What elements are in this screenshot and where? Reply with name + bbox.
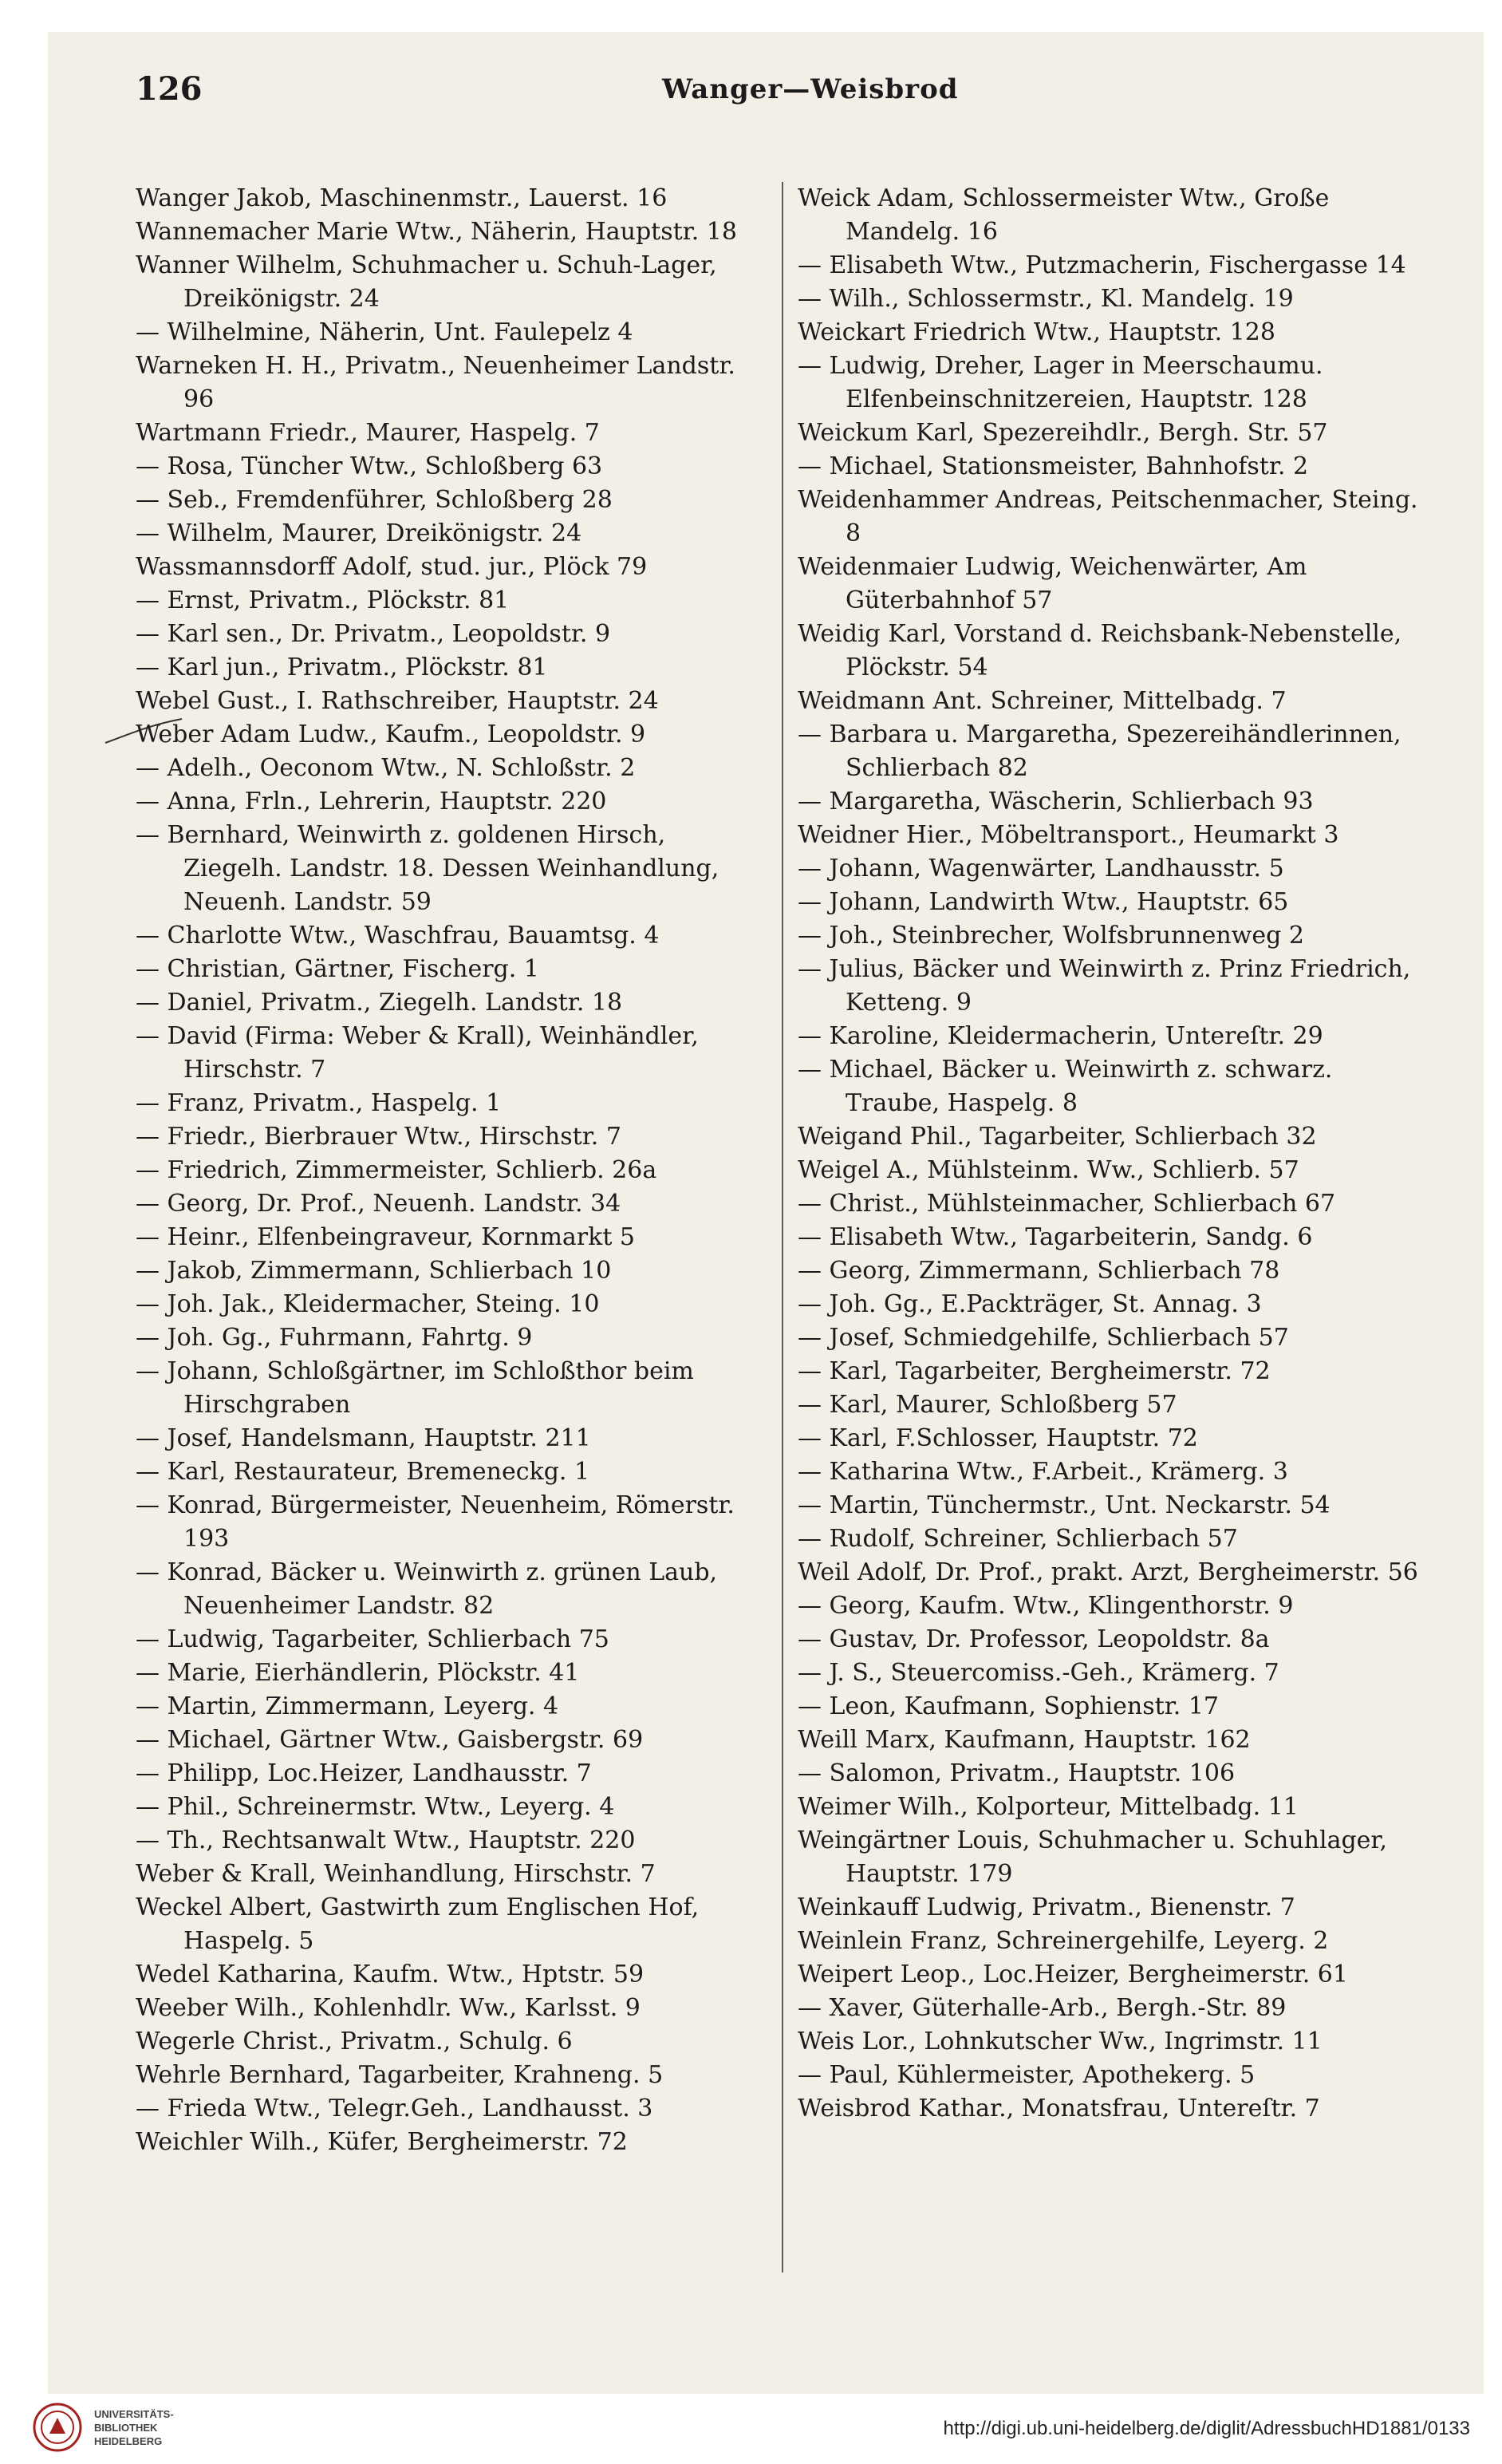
directory-entry: — Charlotte Wtw., Waschfrau, Bauamtsg. 4 [136, 922, 660, 950]
directory-entry: — Karl, Restaurateur, Bremeneckg. 1 [136, 1458, 590, 1486]
directory-entry: Wedel Katharina, Kaufm. Wtw., Hptstr. 59 [136, 1961, 645, 1988]
directory-entry: — Leon, Kaufmann, Sophienstr. 17 [798, 1692, 1219, 1720]
directory-entry: — Christian, Gärtner, Fischerg. 1 [136, 955, 539, 983]
page-header [136, 70, 1368, 126]
directory-entry: — Josef, Handelsmann, Hauptstr. 211 [136, 1424, 591, 1452]
directory-entry: — Joh. Gg., Fuhrmann, Fahrtg. 9 [136, 1324, 533, 1352]
library-name-line: HEIDELBERG [94, 2434, 163, 2447]
directory-entry: — Wilh., Schlossermstr., Kl. Mandelg. 19 [798, 285, 1294, 313]
directory-entry: Wanner Wilhelm, Schuhmacher u. Schuh-Lager, Dreikönigstr. 24 [136, 251, 725, 313]
directory-entry: — Johann, Schloßgärtner, im Schloßthor beim Hirschgraben [136, 1357, 702, 1419]
directory-entry: — Katharina Wtw., F.Arbeit., Krämerg. 3 [798, 1458, 1288, 1486]
directory-entry: — Karl, Maurer, Schloßberg 57 [798, 1391, 1177, 1419]
directory-entry: — Friedr., Bierbrauer Wtw., Hirschstr. 7 [136, 1123, 621, 1151]
directory-entry: — Karl jun., Privatm., Plöckstr. 81 [136, 654, 548, 681]
directory-entry: — Ludwig, Tagarbeiter, Schlierbach 75 [136, 1625, 609, 1653]
directory-entry: Weipert Leop., Loc.Heizer, Bergheimerstr. 61 [798, 1961, 1348, 1988]
directory-entry: — Wilhelmine, Näherin, Unt. Faulepelz 4 [136, 318, 633, 346]
directory-entry: Warneken H. H., Privatm., Neuenheimer Landstr. 96 [136, 352, 743, 413]
directory-entry: — Ludwig, Dreher, Lager in Meerschaumu. Elfenbeinschnitzereien, Hauptstr. 128 [798, 352, 1331, 413]
directory-entry: — Seb., Fremdenführer, Schloßberg 28 [136, 486, 613, 514]
directory-entry: Weidig Karl, Vorstand d. Reichsbank-Nebenstelle, Plöckstr. 54 [798, 620, 1409, 681]
directory-entry: — Adelh., Oeconom Wtw., N. Schloßstr. 2 [136, 754, 636, 782]
directory-entry: Weigel A., Mühlsteinm. Ww., Schlierb. 57 [798, 1156, 1299, 1184]
directory-entry: — Th., Rechtsanwalt Wtw., Hauptstr. 220 [136, 1826, 636, 1854]
directory-entry: — Georg, Dr. Prof., Neuenh. Landstr. 34 [136, 1190, 621, 1218]
directory-entry: — David (Firma: Weber & Krall), Weinhändler, Hirschstr. 7 [136, 1022, 707, 1084]
directory-entry: — Anna, Frln., Lehrerin, Hauptstr. 220 [136, 788, 607, 815]
directory-entry: — Konrad, Bäcker u. Weinwirth z. grünen Laub, Neuenheimer Landstr. 82 [136, 1558, 725, 1620]
directory-entry: — Paul, Kühlermeister, Apothekerg. 5 [798, 2061, 1256, 2089]
running-title: Wanger—Weisbrod [662, 73, 959, 105]
right-column [798, 182, 1424, 2126]
directory-entry: — Christ., Mühlsteinmacher, Schlierbach 67 [798, 1190, 1336, 1218]
directory-entry: Weber Adam Ludw., Kaufm., Leopoldstr. 9 [136, 721, 646, 748]
directory-entry: — Margaretha, Wäscherin, Schlierbach 93 [798, 788, 1314, 815]
directory-entry: Weeber Wilh., Kohlenhdlr. Ww., Karlsst. 9 [136, 1994, 641, 2022]
directory-entry: — Joh. Jak., Kleidermacher, Steing. 10 [136, 1290, 600, 1318]
directory-entry: Weichler Wilh., Küfer, Bergheimerstr. 72 [136, 2128, 628, 2156]
directory-entry: — Konrad, Bürgermeister, Neuenheim, Römerstr. 193 [136, 1491, 743, 1553]
directory-entry: Weidenmaier Ludwig, Weichenwärter, Am Güterbahnhof 57 [798, 553, 1315, 614]
directory-entry: — Elisabeth Wtw., Putzmacherin, Fischergasse 14 [798, 251, 1406, 279]
directory-entry: — Karl, F.Schlosser, Hauptstr. 72 [798, 1424, 1198, 1452]
left-column [136, 182, 762, 2159]
directory-entry: — Friedrich, Zimmermeister, Schlierb. 26a [136, 1156, 657, 1184]
directory-entry: — Karoline, Kleidermacherin, Untereſtr. 29 [798, 1022, 1323, 1050]
directory-entry: — Martin, Tünchermstr., Unt. Neckarstr. 54 [798, 1491, 1331, 1519]
library-logo-icon [32, 2402, 83, 2453]
directory-entry: — Gustav, Dr. Professor, Leopoldstr. 8a [798, 1625, 1270, 1653]
directory-entry: Wannemacher Marie Wtw., Näherin, Hauptstr. 18 [136, 218, 737, 246]
directory-entry: Weidner Hier., Möbeltransport., Heumarkt 3 [798, 821, 1339, 849]
directory-entry: — Michael, Gärtner Wtw., Gaisbergstr. 69 [136, 1726, 644, 1754]
footer [0, 2394, 1502, 2464]
source-url-link[interactable]: http://digi.ub.uni-heidelberg.de/diglit/AdressbuchHD1881/0133 [943, 2418, 1470, 2439]
directory-entry: — Karl, Tagarbeiter, Bergheimerstr. 72 [798, 1357, 1271, 1385]
directory-entry: — Rosa, Tüncher Wtw., Schloßberg 63 [136, 452, 603, 480]
directory-entry: — Marie, Eierhändlerin, Plöckstr. 41 [136, 1659, 580, 1687]
directory-entry: Weis Lor., Lohnkutscher Ww., Ingrimstr. 11 [798, 2028, 1323, 2055]
directory-entry: — Bernhard, Weinwirth z. goldenen Hirsch, Ziegelh. Landstr. 18. Dessen Weinhandlung, Neuenh. Landstr. 59 [136, 821, 727, 916]
directory-entry: — Philipp, Loc.Heizer, Landhausstr. 7 [136, 1759, 592, 1787]
directory-entry: Weinkauff Ludwig, Privatm., Bienenstr. 7 [798, 1893, 1295, 1921]
directory-entry: Weidenhammer Andreas, Peitschenmacher, Steing. 8 [798, 486, 1426, 547]
directory-entry: Wegerle Christ., Privatm., Schulg. 6 [136, 2028, 573, 2055]
directory-entry: — Karl sen., Dr. Privatm., Leopoldstr. 9 [136, 620, 611, 648]
directory-entry: Weil Adolf, Dr. Prof., prakt. Arzt, Bergheimerstr. 56 [798, 1558, 1418, 1586]
directory-entry: — Joh., Steinbrecher, Wolfsbrunnenweg 2 [798, 922, 1304, 950]
directory-entry: Weber & Krall, Weinhandlung, Hirschstr. 7 [136, 1860, 656, 1888]
directory-entry: — Georg, Kaufm. Wtw., Klingenthorstr. 9 [798, 1592, 1294, 1620]
directory-entry: — Georg, Zimmermann, Schlierbach 78 [798, 1257, 1280, 1285]
directory-entry: Weill Marx, Kaufmann, Hauptstr. 162 [798, 1726, 1251, 1754]
directory-entry: Wehrle Bernhard, Tagarbeiter, Krahneng. 5 [136, 2061, 664, 2089]
directory-entry: — Wilhelm, Maurer, Dreikönigstr. 24 [136, 519, 582, 547]
directory-entry: — Ernst, Privatm., Plöckstr. 81 [136, 586, 510, 614]
directory-entry: — Michael, Stationsmeister, Bahnhofstr. 2 [798, 452, 1309, 480]
directory-entry: — Salomon, Privatm., Hauptstr. 106 [798, 1759, 1236, 1787]
directory-entry: — Phil., Schreinermstr. Wtw., Leyerg. 4 [136, 1793, 615, 1821]
directory-entry: — Michael, Bäcker u. Weinwirth z. schwarz. Traube, Haspelg. 8 [798, 1056, 1340, 1117]
directory-entry: Wassmannsdorff Adolf, stud. jur., Plöck 79 [136, 553, 648, 581]
directory-entry: — Elisabeth Wtw., Tagarbeiterin, Sandg. 6 [798, 1223, 1313, 1251]
directory-entry: Wartmann Friedr., Maurer, Haspelg. 7 [136, 419, 600, 447]
directory-entry: Webel Gust., I. Rathschreiber, Hauptstr. 24 [136, 687, 659, 715]
directory-entry: Weckel Albert, Gastwirth zum Englischen Hof, Haspelg. 5 [136, 1893, 707, 1955]
directory-entry: — Jakob, Zimmermann, Schlierbach 10 [136, 1257, 612, 1285]
directory-entry: Weickart Friedrich Wtw., Hauptstr. 128 [798, 318, 1275, 346]
directory-entry: — Xaver, Güterhalle-Arb., Bergh.-Str. 89 [798, 1994, 1287, 2022]
directory-entry: Weisbrod Kathar., Monatsfrau, Untereſtr. 7 [798, 2095, 1320, 2122]
directory-entry: — Daniel, Privatm., Ziegelh. Landstr. 18 [136, 989, 623, 1017]
library-name [94, 2407, 174, 2448]
directory-entry: — Frieda Wtw., Telegr.Geh., Landhausst. 3 [136, 2095, 653, 2122]
library-logo[interactable] [32, 2402, 174, 2453]
directory-entry: — Rudolf, Schreiner, Schlierbach 57 [798, 1525, 1238, 1553]
directory-entry: Weickum Karl, Spezereihdlr., Bergh. Str. 57 [798, 419, 1328, 447]
directory-entry: Weinlein Franz, Schreinergehilfe, Leyerg. 2 [798, 1927, 1329, 1955]
directory-entry: — Barbara u. Margaretha, Spezereihändlerinnen, Schlierbach 82 [798, 721, 1409, 782]
directory-entry: — J. S., Steuercomiss.-Geh., Krämerg. 7 [798, 1659, 1279, 1687]
directory-entry: — Josef, Schmiedgehilfe, Schlierbach 57 [798, 1324, 1289, 1352]
directory-entry: — Johann, Wagenwärter, Landhausstr. 5 [798, 855, 1284, 883]
page-number: 126 [136, 70, 203, 108]
directory-entry: — Joh. Gg., E.Packträger, St. Annag. 3 [798, 1290, 1262, 1318]
directory-entry: Weimer Wilh., Kolporteur, Mittelbadg. 11 [798, 1793, 1299, 1821]
column-divider [782, 182, 783, 2272]
directory-entry: Weidmann Ant. Schreiner, Mittelbadg. 7 [798, 687, 1287, 715]
directory-entry: — Franz, Privatm., Haspelg. 1 [136, 1089, 502, 1117]
library-name-line: UNIVERSITÄTS- [94, 2407, 174, 2420]
directory-entry: — Johann, Landwirth Wtw., Hauptstr. 65 [798, 888, 1289, 916]
directory-entry: Weingärtner Louis, Schuhmacher u. Schuhlager, Hauptstr. 179 [798, 1826, 1395, 1888]
directory-entry: — Martin, Zimmermann, Leyerg. 4 [136, 1692, 559, 1720]
directory-entry: Wanger Jakob, Maschinenmstr., Lauerst. 16 [136, 184, 668, 212]
directory-entry: — Heinr., Elfenbeingraveur, Kornmarkt 5 [136, 1223, 636, 1251]
directory-entry: Weigand Phil., Tagarbeiter, Schlierbach 32 [798, 1123, 1317, 1151]
library-name-line: BIBLIOTHEK [94, 2421, 158, 2434]
directory-entry: Weick Adam, Schlossermeister Wtw., Große Mandelg. 16 [798, 184, 1337, 246]
directory-entry: — Julius, Bäcker und Weinwirth z. Prinz Friedrich, Ketteng. 9 [798, 955, 1418, 1017]
